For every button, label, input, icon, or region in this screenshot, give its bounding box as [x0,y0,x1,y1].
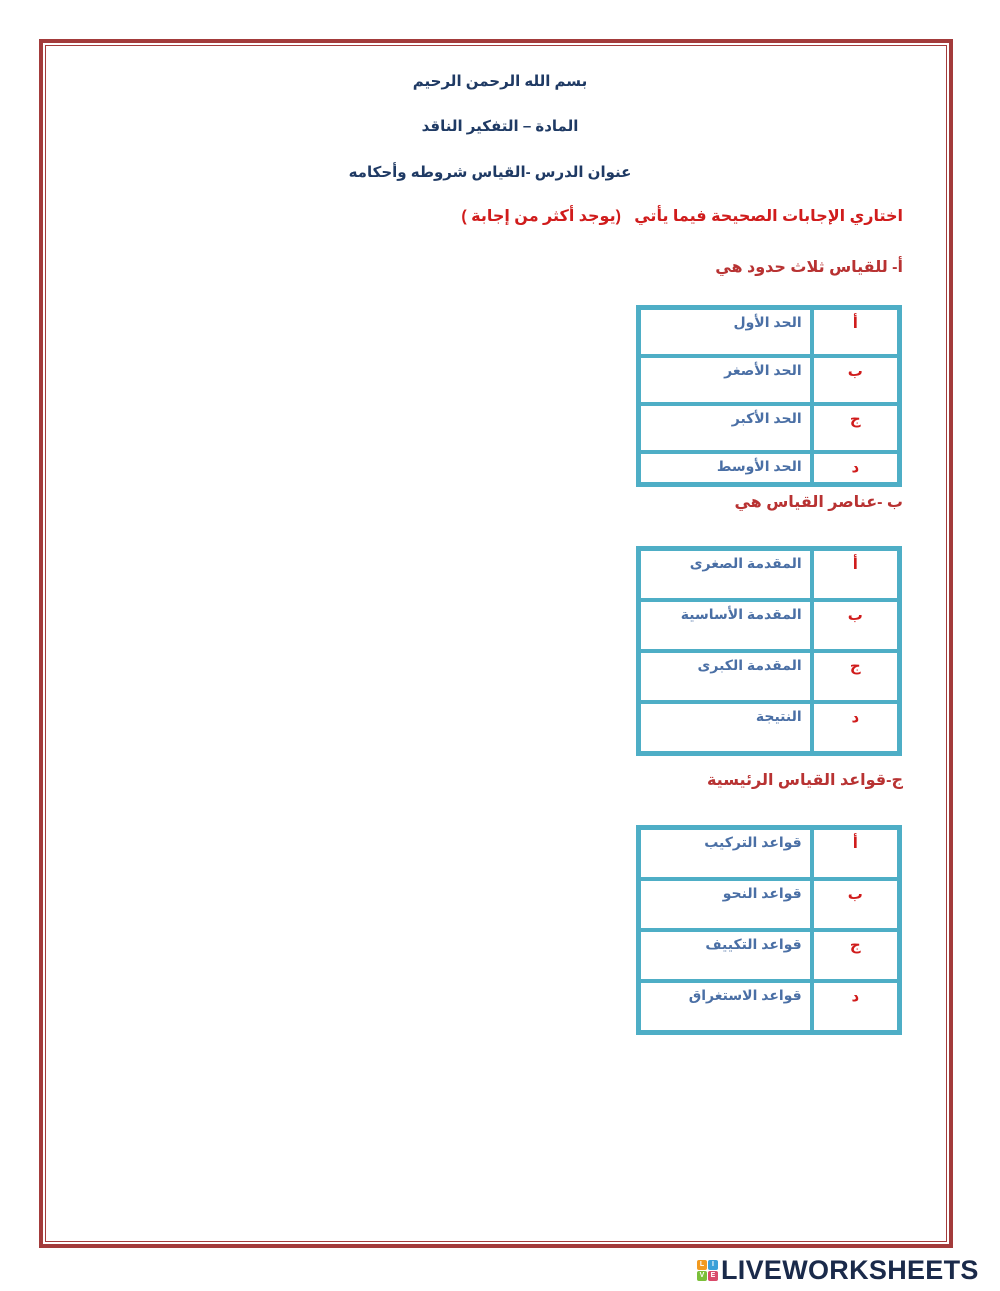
option-letter[interactable]: ج [812,930,899,981]
option-row[interactable] [639,356,899,404]
logo-mark-icon [697,1260,718,1281]
lesson-title: عنوان الدرس -القياس شروطه وأحكامه [348,164,632,181]
option-row[interactable] [639,930,899,981]
option-text[interactable]: المقدمة الأساسية [639,600,812,651]
question-2-options [636,546,902,756]
option-letter[interactable]: ب [812,879,899,930]
question-2-title: ب -عناصر القياس هي [734,494,903,511]
option-letter[interactable]: أ [812,549,899,600]
logo-mark-tile: I [708,1260,718,1270]
instructions: اختاري الإجابات الصحيحة فيما يأتي (يوجد أكثر من إجابة ) [461,208,903,225]
option-letter[interactable]: د [812,452,899,484]
liveworksheets-logo [697,1255,979,1285]
logo-mark-tile: L [697,1260,707,1270]
option-row[interactable] [639,452,899,484]
option-text[interactable]: قواعد التركيب [639,828,812,879]
option-row[interactable] [639,651,899,702]
option-row[interactable] [639,404,899,452]
option-text[interactable]: النتيجة [639,702,812,753]
question-3-title: ج-قواعد القياس الرئيسية [706,772,903,789]
option-row[interactable] [639,308,899,356]
question-3-options [636,825,902,1035]
option-text[interactable]: المقدمة الكبرى [639,651,812,702]
option-text[interactable]: قواعد الاستغراق [639,981,812,1032]
logo-text: LIVEWORKSHEETS [721,1254,979,1285]
option-text[interactable]: قواعد التكييف [639,930,812,981]
option-text[interactable]: الحد الأصغر [639,356,812,404]
option-letter[interactable]: ب [812,600,899,651]
option-row[interactable] [639,702,899,753]
option-letter[interactable]: د [812,981,899,1032]
option-letter[interactable]: د [812,702,899,753]
option-row[interactable] [639,828,899,879]
subject-heading: المادة – التفكير الناقد [421,118,579,135]
option-letter[interactable]: ج [812,404,899,452]
option-row[interactable] [639,981,899,1032]
option-row[interactable] [639,600,899,651]
option-row[interactable] [639,549,899,600]
logo-mark-tile: V [697,1271,707,1281]
option-text[interactable]: الحد الأوسط [639,452,812,484]
option-text[interactable]: الحد الأول [639,308,812,356]
option-letter[interactable]: ب [812,356,899,404]
option-text[interactable]: قواعد النحو [639,879,812,930]
option-letter[interactable]: ج [812,651,899,702]
question-1-options [636,305,902,487]
basmala-heading: بسم الله الرحمن الرحيم [412,73,588,90]
option-row[interactable] [639,879,899,930]
option-text[interactable]: المقدمة الصغرى [639,549,812,600]
option-text[interactable]: الحد الأكبر [639,404,812,452]
option-letter[interactable]: أ [812,308,899,356]
question-1-title: أ- للقياس ثلاث حدود هي [715,259,903,276]
logo-mark-tile: E [708,1271,718,1281]
option-letter[interactable]: أ [812,828,899,879]
